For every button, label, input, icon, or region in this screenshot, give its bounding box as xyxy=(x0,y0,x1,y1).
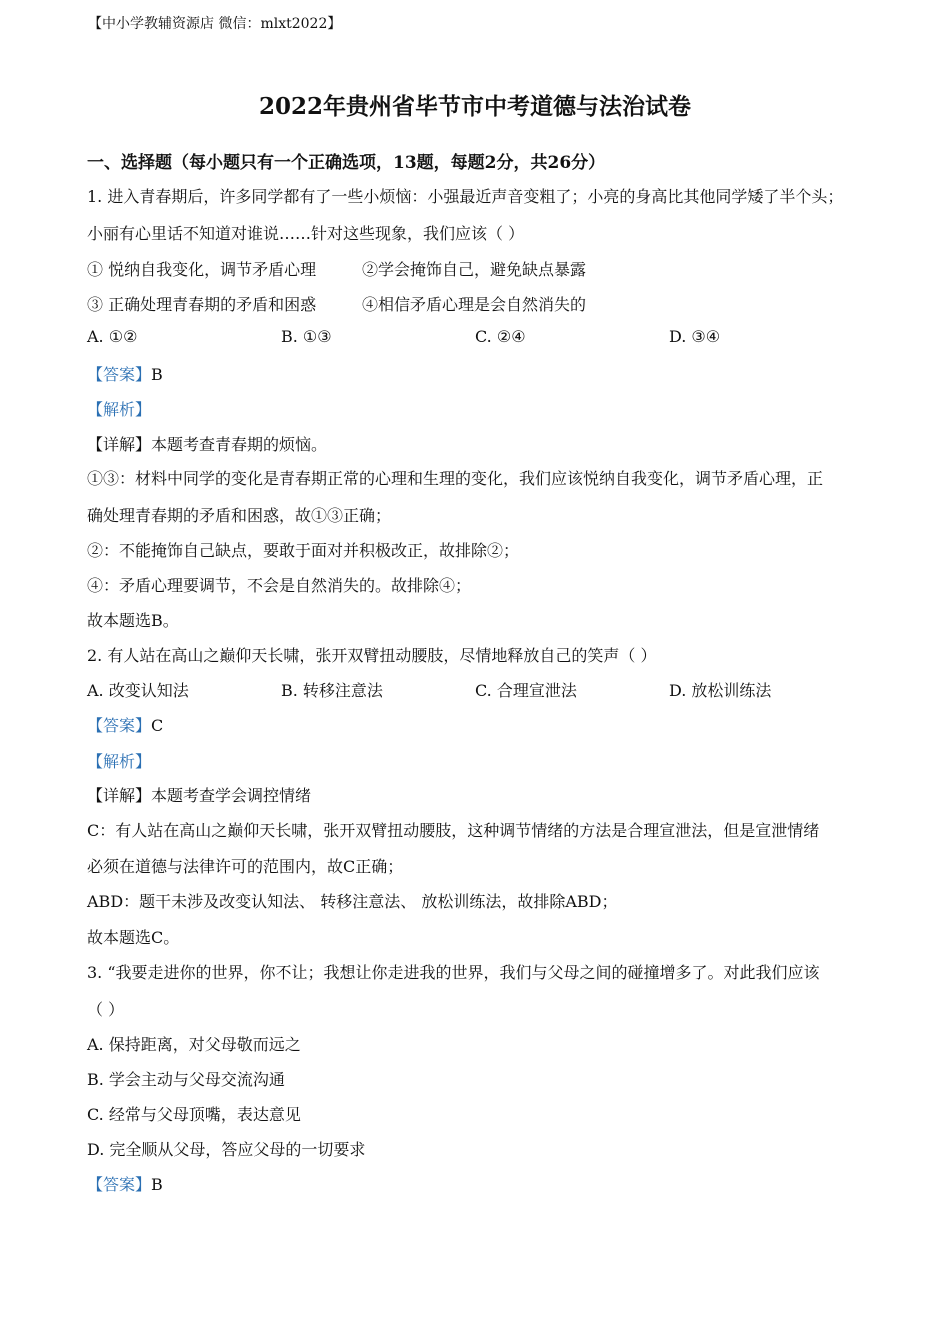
q3-option-c: C. 经常与父母顶嘴，表达意见 xyxy=(87,1105,301,1124)
answer-label: 【答案】 xyxy=(87,716,152,735)
q1-item4: ④相信矛盾心理是会自然消失的 xyxy=(362,295,587,314)
q2-detail: 【详解】本题考查学会调控情绪 xyxy=(87,786,312,805)
q2-stem: 2. 有人站在高山之巅仰天长啸，张开双臂扭动腰肢，尽情地释放自己的笑声（ ） xyxy=(87,646,657,665)
q3-option-a: A. 保持距离，对父母敬而远之 xyxy=(87,1035,301,1054)
q1-explanation-line1: ①③：材料中同学的变化是青春期正常的心理和生理的变化，我们应该悦纳自我变化，调节矛盾心理，正 xyxy=(87,469,824,488)
q2-option-c: C. 合理宣泄法 xyxy=(475,681,577,700)
q1-item1: ① 悦纳自我变化，调节矛盾心理 xyxy=(87,260,317,279)
q1-detail: 【详解】本题考查青春期的烦恼。 xyxy=(87,435,328,454)
q1-stem-line1: 1. 进入青春期后，许多同学都有了一些小烦恼：小强最近声音变粗了；小亮的身高比其他同学矮了半个头； xyxy=(87,187,844,206)
q2-answer xyxy=(87,713,163,736)
answer-value: C xyxy=(151,716,164,735)
q1-item3: ③ 正确处理青春期的矛盾和困惑 xyxy=(87,295,317,314)
q2-conclusion: 故本题选C。 xyxy=(87,928,180,947)
q1-option-c: C. ②④ xyxy=(475,327,526,346)
answer-value: B xyxy=(151,1175,163,1194)
q2-explanation-line1: C：有人站在高山之巅仰天长啸，张开双臂扭动腰肢，这种调节情绪的方法是合理宣泄法，但是宣泄情绪 xyxy=(87,821,820,840)
answer-label: 【答案】 xyxy=(87,1175,152,1194)
q2-analysis-label: 【解析】 xyxy=(87,752,152,771)
q3-option-d: D. 完全顺从父母，答应父母的一切要求 xyxy=(87,1140,366,1159)
q1-option-b: B. ①③ xyxy=(281,327,332,346)
answer-value: B xyxy=(151,365,163,384)
section-heading: 一、选择题（每小题只有一个正确选项，13题，每题2分，共26分） xyxy=(87,153,606,173)
q2-explanation-line2: 必须在道德与法律许可的范围内，故C正确； xyxy=(87,857,404,876)
q2-explanation-line3: ABD：题干未涉及改变认知法、 转移注意法、 放松训练法，故排除ABD； xyxy=(87,892,618,911)
q1-analysis-label: 【解析】 xyxy=(87,400,152,419)
q1-conclusion: 故本题选B。 xyxy=(87,611,179,630)
q1-option-a: A. ①② xyxy=(87,327,138,346)
q2-option-a: A. 改变认知法 xyxy=(87,681,189,700)
q3-stem-line1: 3. “我要走进你的世界，你不让；我想让你走进我的世界，我们与父母之间的碰撞增多了。对此我们应该 xyxy=(87,963,820,982)
q3-option-b: B. 学会主动与父母交流沟通 xyxy=(87,1070,285,1089)
answer-label: 【答案】 xyxy=(87,365,152,384)
q3-stem-line2: （ ） xyxy=(87,1000,125,1019)
q1-explanation-line4: ④：矛盾心理要调节，不会是自然消失的。故排除④； xyxy=(87,576,472,595)
q3-answer xyxy=(87,1172,163,1195)
q1-option-d: D. ③④ xyxy=(669,327,721,346)
q1-item2: ②学会掩饰自己，避免缺点暴露 xyxy=(362,260,587,279)
q1-explanation-line3: ②：不能掩饰自己缺点，要敢于面对并积极改正，故排除②； xyxy=(87,541,520,560)
q1-answer xyxy=(87,362,163,385)
q1-stem-line2: 小丽有心里话不知道对谁说……针对这些现象，我们应该（ ） xyxy=(87,224,525,243)
q2-option-d: D. 放松训练法 xyxy=(669,681,772,700)
q1-explanation-line2: 确处理青春期的矛盾和困惑，故①③正确； xyxy=(87,506,392,525)
q2-option-b: B. 转移注意法 xyxy=(281,681,383,700)
page-header: 【中小学教辅资源店 微信：mlxt2022】 xyxy=(88,16,342,32)
page-title: 2022年贵州省毕节市中考道德与法治试卷 xyxy=(258,93,691,120)
